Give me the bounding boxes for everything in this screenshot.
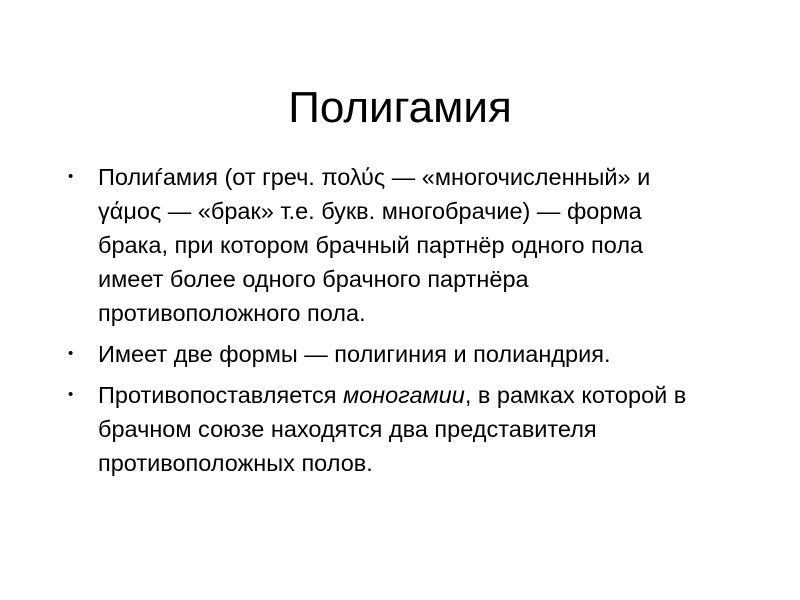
bullet-text-forms: Имеет две формы — полигиния и полиандрия. — [98, 341, 611, 367]
list-item — [62, 378, 712, 480]
list-item — [62, 160, 712, 330]
text-segment: Противопоставляется — [98, 382, 343, 408]
bullet-icon: • — [68, 345, 74, 362]
bullet-text-definition: Полиѓамия (от греч. πολύς — «многочисленный» и γάμος — «брак» т.е. букв. многобрачие) — форма брака, при котором брачный партнёр одного пола имеет более одного брачного партнёра противоположного пола. — [98, 164, 651, 326]
text-segment: , в рамках которой в брачном союзе находятся два представителя противоположных полов. — [98, 382, 687, 476]
bullet-list — [62, 160, 712, 487]
bullet-text-contrast — [98, 378, 712, 480]
bullet-icon: • — [68, 168, 74, 185]
slide-title: Полигамия — [288, 83, 512, 132]
bullet-icon: • — [68, 386, 74, 403]
list-item — [62, 337, 712, 371]
italic-term-monogamy: моногамии — [342, 382, 465, 408]
